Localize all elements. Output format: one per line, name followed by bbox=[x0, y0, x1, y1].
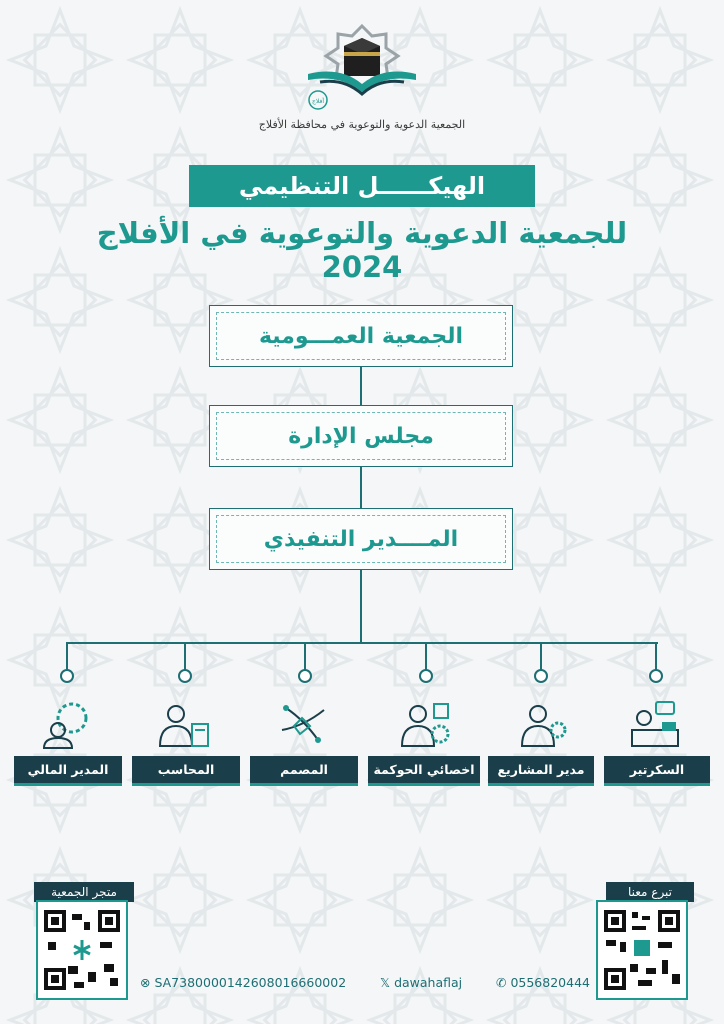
x-logo-icon: 𝕏 bbox=[380, 975, 391, 990]
accountant-icon bbox=[154, 700, 214, 750]
branch-node bbox=[419, 669, 433, 683]
donate-qr-code[interactable] bbox=[596, 900, 688, 1000]
org-box-label: الجمعية العمـــومية bbox=[258, 323, 464, 349]
iban-text: SA7380000142608016660002 bbox=[154, 975, 347, 990]
role-designer: المصمم bbox=[250, 756, 358, 786]
branch-line bbox=[66, 642, 658, 644]
governance-icon bbox=[396, 700, 456, 750]
page-title: الهيكــــــل التنظيمي bbox=[189, 165, 535, 207]
phone-item[interactable] bbox=[496, 975, 590, 990]
role-accountant: المحاسب bbox=[132, 756, 240, 786]
donate-label: تبرع معنا bbox=[606, 882, 694, 902]
org-box-executive-director bbox=[209, 508, 513, 570]
org-box-label: مجلس الإدارة bbox=[288, 423, 434, 449]
page-subtitle: للجمعية الدعوية والتوعوية في الأفلاج 2024 bbox=[96, 216, 628, 284]
logo-seal-text: أفلاج bbox=[312, 98, 324, 105]
role-project-manager: مدير المشاريع bbox=[488, 756, 594, 786]
contact-footer bbox=[140, 975, 590, 990]
x-handle: dawahaflaj bbox=[394, 975, 463, 990]
role-governance-specialist: اخصائي الحوكمة bbox=[368, 756, 480, 786]
org-box-board bbox=[209, 405, 513, 467]
store-label: متجر الجمعية bbox=[34, 882, 134, 902]
branch-drop bbox=[540, 642, 542, 670]
connector-line bbox=[360, 570, 362, 642]
qr-pattern-icon bbox=[598, 902, 686, 998]
connector-line bbox=[360, 367, 362, 405]
phone-number: 0556820444 bbox=[510, 975, 590, 990]
connector-line bbox=[360, 467, 362, 508]
association-logo bbox=[300, 22, 424, 114]
branch-node bbox=[534, 669, 548, 683]
iban-item bbox=[140, 975, 346, 990]
secretary-icon bbox=[626, 700, 686, 750]
bank-icon: ⊗ bbox=[140, 975, 151, 990]
branch-drop bbox=[655, 642, 657, 670]
branch-node bbox=[298, 669, 312, 683]
org-box-label: المــــدير التنفيذي bbox=[263, 526, 459, 552]
branch-node bbox=[60, 669, 74, 683]
branch-drop bbox=[184, 642, 186, 670]
role-secretary: السكرتير bbox=[604, 756, 710, 786]
qr-pattern-icon bbox=[38, 902, 126, 998]
logo-caption: الجمعية الدعوية والتوعوية في محافظة الأفلاج bbox=[258, 118, 466, 131]
store-qr-code[interactable] bbox=[36, 900, 128, 1000]
x-item[interactable] bbox=[380, 975, 462, 990]
project-manager-icon bbox=[512, 700, 572, 750]
branch-drop bbox=[304, 642, 306, 670]
whatsapp-icon: ✆ bbox=[495, 975, 507, 990]
role-finance-manager: المدير المالي bbox=[14, 756, 122, 786]
branch-drop bbox=[66, 642, 68, 670]
finance-manager-icon bbox=[38, 700, 98, 750]
branch-node bbox=[178, 669, 192, 683]
designer-icon bbox=[274, 700, 334, 750]
branch-drop bbox=[425, 642, 427, 670]
org-box-general-assembly bbox=[209, 305, 513, 367]
branch-node bbox=[649, 669, 663, 683]
